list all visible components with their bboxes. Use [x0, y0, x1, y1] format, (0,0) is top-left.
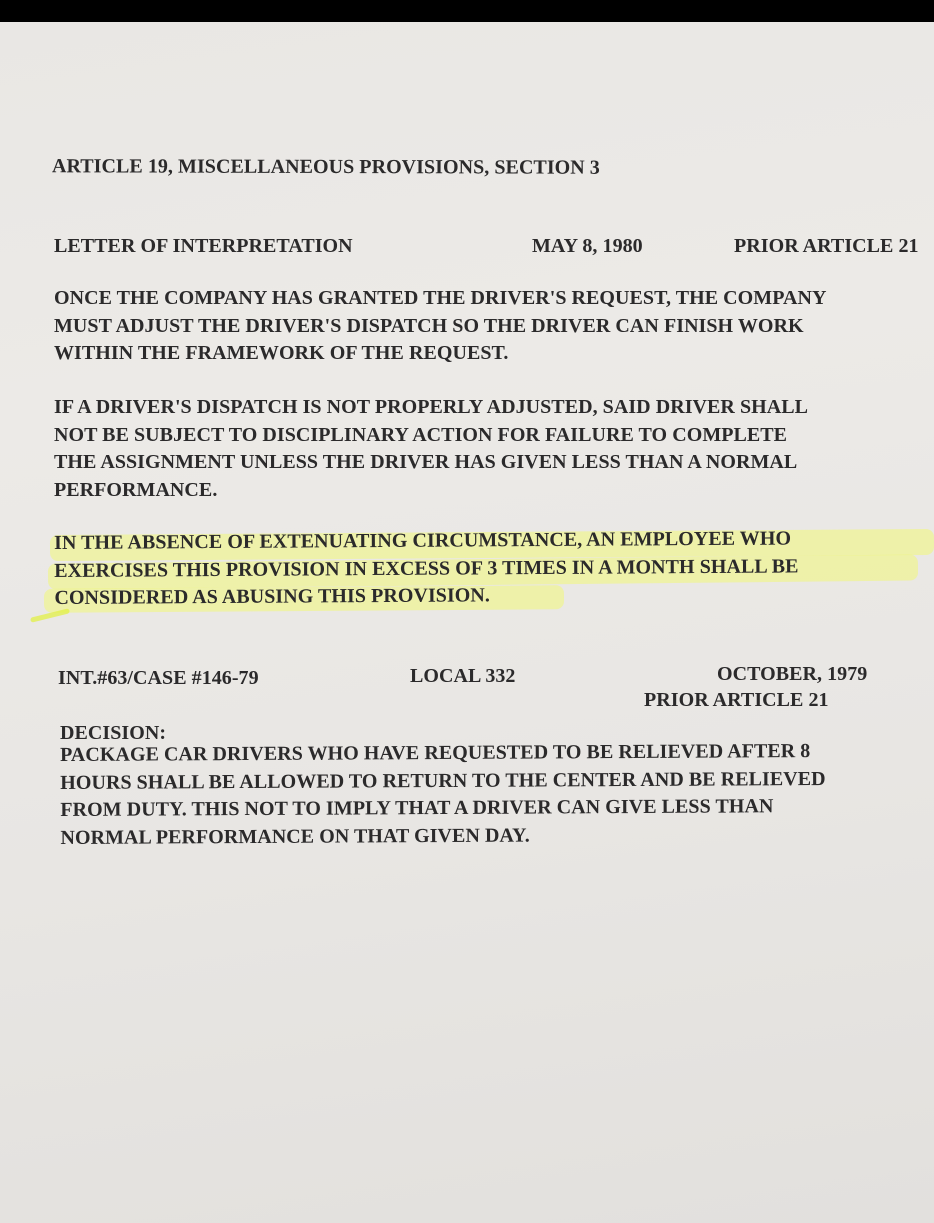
letter-prior-article: PRIOR ARTICLE 21	[734, 235, 919, 257]
section-title: ARTICLE 19, MISCELLANEOUS PROVISIONS, SECTION 3	[51, 155, 600, 179]
paragraph-request: ONCE THE COMPANY HAS GRANTED THE DRIVER'S REQUEST, THE COMPANY MUST ADJUST THE DRIVER'S DISPATCH SO THE DRIVER CAN FINISH WORK WITHIN THE FRAMEWORK OF THE REQUEST.	[54, 287, 827, 364]
case-date: OCTOBER, 1979	[717, 663, 868, 685]
paragraph-highlighted: IN THE ABSENCE OF EXTENUATING CIRCUMSTANCE, AN EMPLOYEE WHO EXERCISES THIS PROVISION IN EXCESS OF 3 TIMES IN A MONTH SHALL BE CONSIDERED AS ABUSING THIS PROVISION.	[54, 527, 799, 609]
letter-date: MAY 8, 1980	[532, 235, 643, 257]
decision-label: DECISION:	[60, 722, 167, 744]
case-number: INT.#63/CASE #146-79	[58, 667, 259, 689]
case-local: LOCAL 332	[410, 665, 516, 687]
document-body	[0, 22, 934, 1223]
letter-label: LETTER OF INTERPRETATION	[54, 235, 353, 257]
paragraph-dispatch: IF A DRIVER'S DISPATCH IS NOT PROPERLY ADJUSTED, SAID DRIVER SHALL NOT BE SUBJECT TO DISCIPLINARY ACTION FOR FAILURE TO COMPLETE THE ASSIGNMENT UNLESS THE DRIVER HAS GIVEN LESS THAN A NORMAL PERFORMANCE.	[54, 396, 809, 501]
paper-sheet	[0, 22, 934, 1223]
decision-text: PACKAGE CAR DRIVERS WHO HAVE REQUESTED TO BE RELIEVED AFTER 8 HOURS SHALL BE ALLOWED TO RETURN TO THE CENTER AND BE RELIEVED FROM DUTY. THIS NOT TO IMPLY THAT A DRIVER CAN GIVE LESS THAN NORMAL PERFORMANCE ON THAT GIVEN DAY.	[60, 740, 826, 849]
case-prior-article: PRIOR ARTICLE 21	[644, 689, 829, 711]
